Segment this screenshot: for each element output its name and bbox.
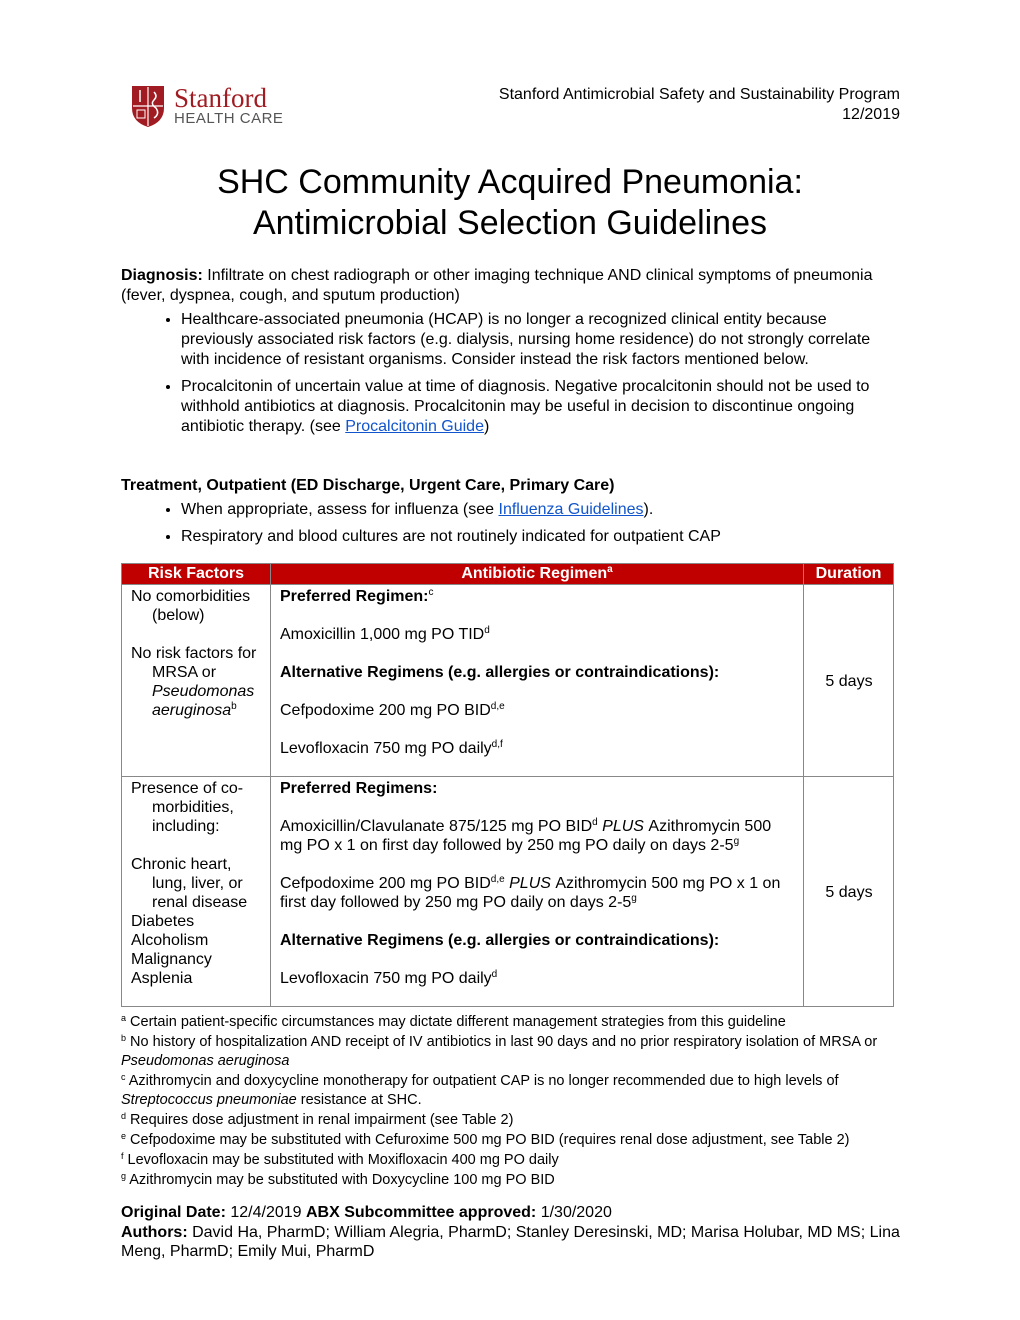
footnote-ref: g bbox=[733, 836, 740, 847]
footnote bbox=[121, 1013, 901, 1032]
footnote-ref: d bbox=[491, 969, 498, 980]
footnote-ref: d bbox=[484, 625, 490, 636]
footnote bbox=[121, 1033, 901, 1071]
regimen-text: Cefpodoxime 200 mg PO BID bbox=[280, 875, 491, 892]
treatment-bullet bbox=[181, 500, 901, 520]
logo-name: Stanford bbox=[174, 83, 267, 113]
title-line-1: SHC Community Acquired Pneumonia: bbox=[217, 163, 803, 201]
footnote-text: Levofloxacin may be substituted with Moxifloxacin 400 mg PO daily bbox=[123, 1152, 559, 1168]
risk-item: Diabetes bbox=[131, 913, 195, 930]
footnote-text: resistance at SHC. bbox=[296, 1092, 422, 1108]
table-row bbox=[122, 585, 894, 777]
shield-icon bbox=[130, 84, 166, 128]
risk-factors-cell bbox=[122, 777, 271, 1007]
risk-item: Presence of co-morbidities, including: bbox=[131, 780, 244, 835]
diagnosis-bullet: • Healthcare-associated pneumonia (HCAP) is no longer a recognized clinical entity because previously associated risk factors (e.g. dialysis, nursing home residence) do not strongly correlate with incidence of resistant organisms. Consider instead the risk factors mentioned below. bbox=[181, 310, 901, 370]
footnote bbox=[121, 1131, 901, 1150]
footnote bbox=[121, 1072, 901, 1110]
regimen-item bbox=[280, 874, 795, 912]
footnotes bbox=[121, 1013, 901, 1191]
diagnosis-text: Infiltrate on chest radiograph or other imaging technique AND clinical symptoms of pneumonia (fever, dyspnea, cough, and sputum production) bbox=[121, 267, 873, 304]
dates-line bbox=[121, 1203, 911, 1223]
footnote bbox=[121, 1151, 901, 1170]
footnote bbox=[121, 1171, 901, 1190]
footnote-mark: f bbox=[121, 1151, 124, 1161]
regimen-heading bbox=[280, 779, 795, 798]
footnote-mark: c bbox=[121, 1072, 126, 1082]
duration-cell: 5 days bbox=[804, 585, 894, 777]
footnote-mark: b bbox=[121, 1033, 127, 1043]
footnote-ref: a bbox=[607, 564, 613, 575]
footnote-ref: d,f bbox=[491, 739, 503, 750]
regimen-text: Levofloxacin 750 mg PO daily bbox=[280, 970, 492, 987]
plus-text: PLUS bbox=[504, 875, 556, 892]
footnote-mark: a bbox=[121, 1013, 127, 1023]
footnote-text: Requires dose adjustment in renal impairment (see Table 2) bbox=[126, 1112, 514, 1128]
treatment-heading: Treatment, Outpatient (ED Discharge, Urgent Care, Primary Care) bbox=[121, 477, 615, 494]
footnote-text: Azithromycin and doxycycline monotherapy for outpatient CAP is no longer recommended due to high levels of bbox=[125, 1073, 839, 1089]
footnote-text: Azithromycin may be substituted with Doxycycline 100 mg PO BID bbox=[126, 1172, 555, 1188]
regimen-item bbox=[280, 701, 795, 720]
footnote-ref: c bbox=[428, 587, 434, 598]
authors-list: David Ha, PharmD; William Alegria, PharmD; Stanley Deresinski, MD; Marisa Holubar, MD MS; Lina Meng, PharmD; Emily Mui, PharmD bbox=[121, 1223, 900, 1260]
risk-item: Asplenia bbox=[131, 970, 193, 987]
organism-name: Pseudomonas aeruginosa bbox=[152, 683, 255, 719]
regimen-item bbox=[280, 739, 795, 758]
regimen-cell bbox=[271, 585, 804, 777]
regimen-table bbox=[121, 563, 894, 1007]
risk-item bbox=[131, 644, 262, 720]
footnote-ref: d bbox=[592, 817, 598, 828]
risk-item: No comorbidities (below) bbox=[131, 588, 251, 624]
procalcitonin-guide-link[interactable]: Procalcitonin Guide bbox=[345, 418, 484, 435]
organism-name: Streptococcus pneumoniae bbox=[121, 1092, 297, 1108]
footnote-ref: b bbox=[231, 701, 237, 712]
preferred-label: Preferred Regimen: bbox=[280, 588, 429, 605]
footnote-mark: e bbox=[121, 1131, 127, 1141]
organism-name: Pseudomonas aeruginosa bbox=[121, 1053, 290, 1069]
regimen-item bbox=[280, 817, 795, 855]
footnote-text: Cefpodoxime may be substituted with Cefuroxime 500 mg PO BID (requires renal dose adjustment, see Table 2) bbox=[126, 1132, 850, 1148]
risk-item: Alcoholism bbox=[131, 932, 209, 949]
authors-line bbox=[121, 1223, 911, 1262]
table-header-row bbox=[122, 564, 894, 585]
header-antibiotic-regimen bbox=[271, 564, 804, 585]
duration-cell: 5 days bbox=[804, 777, 894, 1007]
page-title bbox=[0, 162, 1020, 244]
header-label: Antibiotic Regimen bbox=[461, 565, 608, 582]
treatment-bullet: • Respiratory and blood cultures are not routinely indicated for outpatient CAP bbox=[181, 527, 901, 547]
footnote-text: Certain patient-specific circumstances may dictate different management strategies from this guideline bbox=[126, 1014, 786, 1030]
regimen-text: Amoxicillin/Clavulanate 875/125 mg PO BID bbox=[280, 818, 593, 835]
table-row bbox=[122, 777, 894, 1007]
risk-item: Malignancy bbox=[131, 951, 212, 968]
footnote-text: No history of hospitalization AND receipt of IV antibiotics in last 90 days and no prior respiratory isolation of MRSA or bbox=[126, 1034, 878, 1050]
approval-date: 1/30/2020 bbox=[536, 1204, 612, 1221]
footnote-ref: g bbox=[631, 893, 637, 904]
program-name: Stanford Antimicrobial Safety and Sustainability Program bbox=[498, 86, 900, 103]
header-info bbox=[499, 85, 900, 125]
document-footer bbox=[121, 1203, 911, 1262]
regimen-heading bbox=[280, 663, 795, 682]
regimen-item bbox=[280, 625, 795, 644]
treatment-section bbox=[121, 476, 901, 554]
title-line-2: Antimicrobial Selection Guidelines bbox=[252, 204, 768, 242]
regimen-text: Azithromycin 500 mg PO x 1 on first day followed by 250 mg PO daily on days 2-5 bbox=[280, 875, 781, 911]
header-date: 12/2019 bbox=[842, 106, 900, 123]
regimen-heading bbox=[280, 931, 795, 950]
footnote-mark: d bbox=[121, 1111, 127, 1121]
plus-text: PLUS bbox=[597, 818, 649, 835]
original-date: 12/4/2019 bbox=[225, 1204, 306, 1221]
regimen-text: Cefpodoxime 200 mg PO BID bbox=[280, 702, 491, 719]
alternative-label: Alternative Regimens (e.g. allergies or contraindications): bbox=[280, 932, 720, 949]
logo-subtitle: HEALTH CARE bbox=[174, 110, 284, 127]
risk-factors-cell bbox=[122, 585, 271, 777]
regimen-text: Amoxicillin 1,000 mg PO TID bbox=[280, 626, 485, 643]
regimen-text: Azithromycin 500 mg PO x 1 on first day followed by 250 mg PO daily on days 2-5 bbox=[280, 818, 772, 854]
alternative-label: Alternative Regimens (e.g. allergies or contraindications): bbox=[280, 664, 720, 681]
influenza-guidelines-link[interactable]: Influenza Guidelines bbox=[498, 501, 644, 518]
bullet-text: Procalcitonin of uncertain value at time of diagnosis. Negative procalcitonin should not be used to withhold antibiotics at diagnosis. Procalcitonin may be useful in decision to discontinue ongoing antibiotic therapy. (see bbox=[181, 378, 870, 435]
footnote-ref: d,e bbox=[490, 874, 505, 885]
diagnosis-label: Diagnosis: bbox=[121, 267, 203, 284]
risk-text: No risk factors for MRSA or bbox=[131, 645, 257, 681]
footnote-mark: g bbox=[121, 1171, 127, 1181]
regimen-text: Levofloxacin 750 mg PO daily bbox=[280, 740, 492, 757]
footnote-ref: d,e bbox=[490, 701, 505, 712]
footnote bbox=[121, 1111, 901, 1130]
original-date-label: Original Date: bbox=[121, 1204, 226, 1221]
bullet-text: ) bbox=[483, 418, 490, 435]
regimen-cell bbox=[271, 777, 804, 1007]
stanford-logo bbox=[130, 84, 283, 128]
header-risk-factors: Risk Factors bbox=[122, 564, 271, 585]
regimen-item bbox=[280, 969, 795, 988]
bullet-text: When appropriate, assess for influenza (see bbox=[181, 501, 499, 518]
authors-label: Authors: bbox=[121, 1223, 188, 1241]
regimen-heading bbox=[280, 587, 795, 606]
diagnosis-section bbox=[121, 266, 901, 444]
risk-item: Chronic heart, lung, liver, or renal disease bbox=[131, 856, 248, 911]
bullet-text: ). bbox=[643, 501, 654, 518]
approval-label: ABX Subcommittee approved: bbox=[305, 1204, 537, 1221]
diagnosis-bullet bbox=[181, 377, 901, 437]
header-duration: Duration bbox=[804, 564, 894, 585]
preferred-label: Preferred Regimens: bbox=[280, 780, 438, 797]
